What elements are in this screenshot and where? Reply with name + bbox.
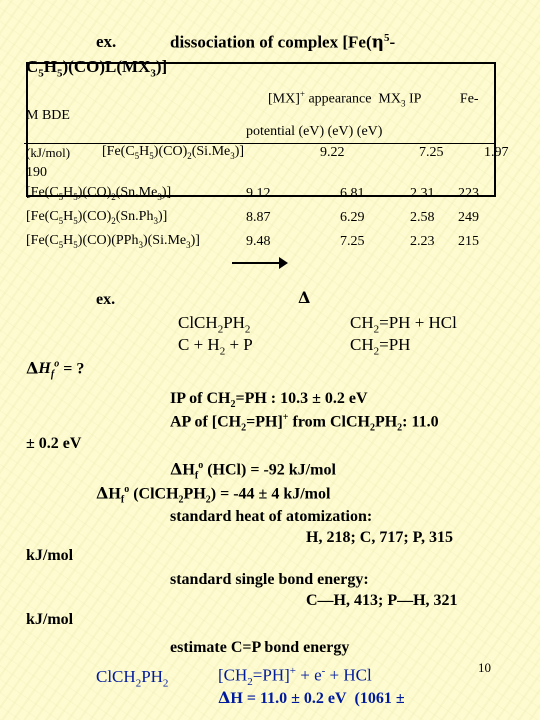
eq-products: $[CH_2=PH]^+ + e^-$ + HCl [218,665,372,689]
units-label: (kJ/mol) [26,145,71,160]
table-row-2-bde-ev: 2.31 [410,186,435,201]
example-label: ex. [96,32,117,51]
table-row-2-compound: $[Fe(C_5H_5)(CO)_2(Sn.Me_3)]$ [26,185,172,202]
estimate-line: estimate C=P bond energy [170,639,350,656]
table-row-3-ap: 8.87 [246,210,271,225]
table-row-2-ip: 6.81 [340,186,365,201]
reactant-formula: $ClCH_2PH_2$ [178,313,251,336]
table-row-2-bde-kj: 223 [458,186,479,201]
kjmol-label-1: kJ/mol [26,547,74,564]
table-row-4-bde-ev: 2.23 [410,234,435,249]
ap-line: AP of $[CH_2=PH]^+$ from $ClCH_2PH_2$: 11.0 [170,412,439,434]
product2-formula: $CH_2=PH$ [350,335,411,358]
table-row-1-ip: 7.25 [419,145,444,160]
table-row-1-ap: 9.22 [320,145,345,160]
kjmol-label-2: kJ/mol [26,611,74,628]
atomization-title: standard heat of atomization: [170,508,373,525]
bond-energy-title: standard single bond energy: [170,571,369,588]
question-line: $\Delta H_f^o$ = ? [26,358,85,381]
table-row-3-compound: $[Fe(C_5H_5)(CO)_2(Sn.Ph_3)]$ [26,209,168,226]
table-row-3-bde-ev: 2.58 [410,210,435,225]
table-row-3-ip: 6.29 [340,210,365,225]
bond-energy-values: C—H, 413; P—H, 321 [306,592,458,609]
dhf-clch2ph2-line: $\Delta H_f^o$ $(ClCH_2PH_2) = -44 \pm 4$ kJ/mol [96,483,331,506]
header-bde: M BDE [26,108,70,123]
table-row-1-compound: $[Fe(C_5H_5)(CO)_2(Si.Me_3)]$ [102,144,245,161]
slide-title-line1: dissociation of complex [$Fe(\eta^5-$ [170,32,396,53]
table-row-4-compound: $[Fe(C_5H_5)(CO)(PPh_3)(Si.Me_3)]$ [26,233,200,250]
header-units: potential (eV) (eV) (eV) [246,124,383,139]
delta-symbol: Δ [298,288,311,307]
header-rule [24,143,494,144]
slide-title-line2: $C_5H_5)(CO)L(MX_3)$] [26,57,168,80]
table-row-1-bde-kj: 190 [26,165,47,180]
page-number: 10 [478,660,491,675]
ap-error: ± 0.2 eV [26,435,82,452]
eq-reactant: $ClCH_2PH_2$ [96,667,169,690]
arrow-icon [232,262,286,264]
products-formula: $CH_2=PH$ + HCl [350,313,457,336]
table-row-4-bde-kj: 215 [458,234,479,249]
eq-delta-h: ΔH = 11.0 ± 0.2 eV (1061 ± [218,688,405,707]
atomization-values: H, 218; C, 717; P, 315 [306,529,453,546]
table-row-3-bde-kj: 249 [458,210,479,225]
ip-line: IP of $CH_2=PH$ : 10.3 ± 0.2 eV [170,390,368,411]
table-row-4-ip: 7.25 [340,234,365,249]
table-row-4-ap: 9.48 [246,234,271,249]
header-appearance: [MX]+ appearance $MX_3$ IP Fe- [268,89,479,109]
example2-label: ex. [96,291,116,308]
atoms-formula: $C + H_2 + P$ [178,335,253,358]
table-row-1-bde-ev: 1.97 [484,145,509,160]
dhf-hcl-line: $\Delta H_f^o$ (HCl) = -92 kJ/mol [170,459,336,482]
table-row-2-ap: 9.12 [246,186,271,201]
